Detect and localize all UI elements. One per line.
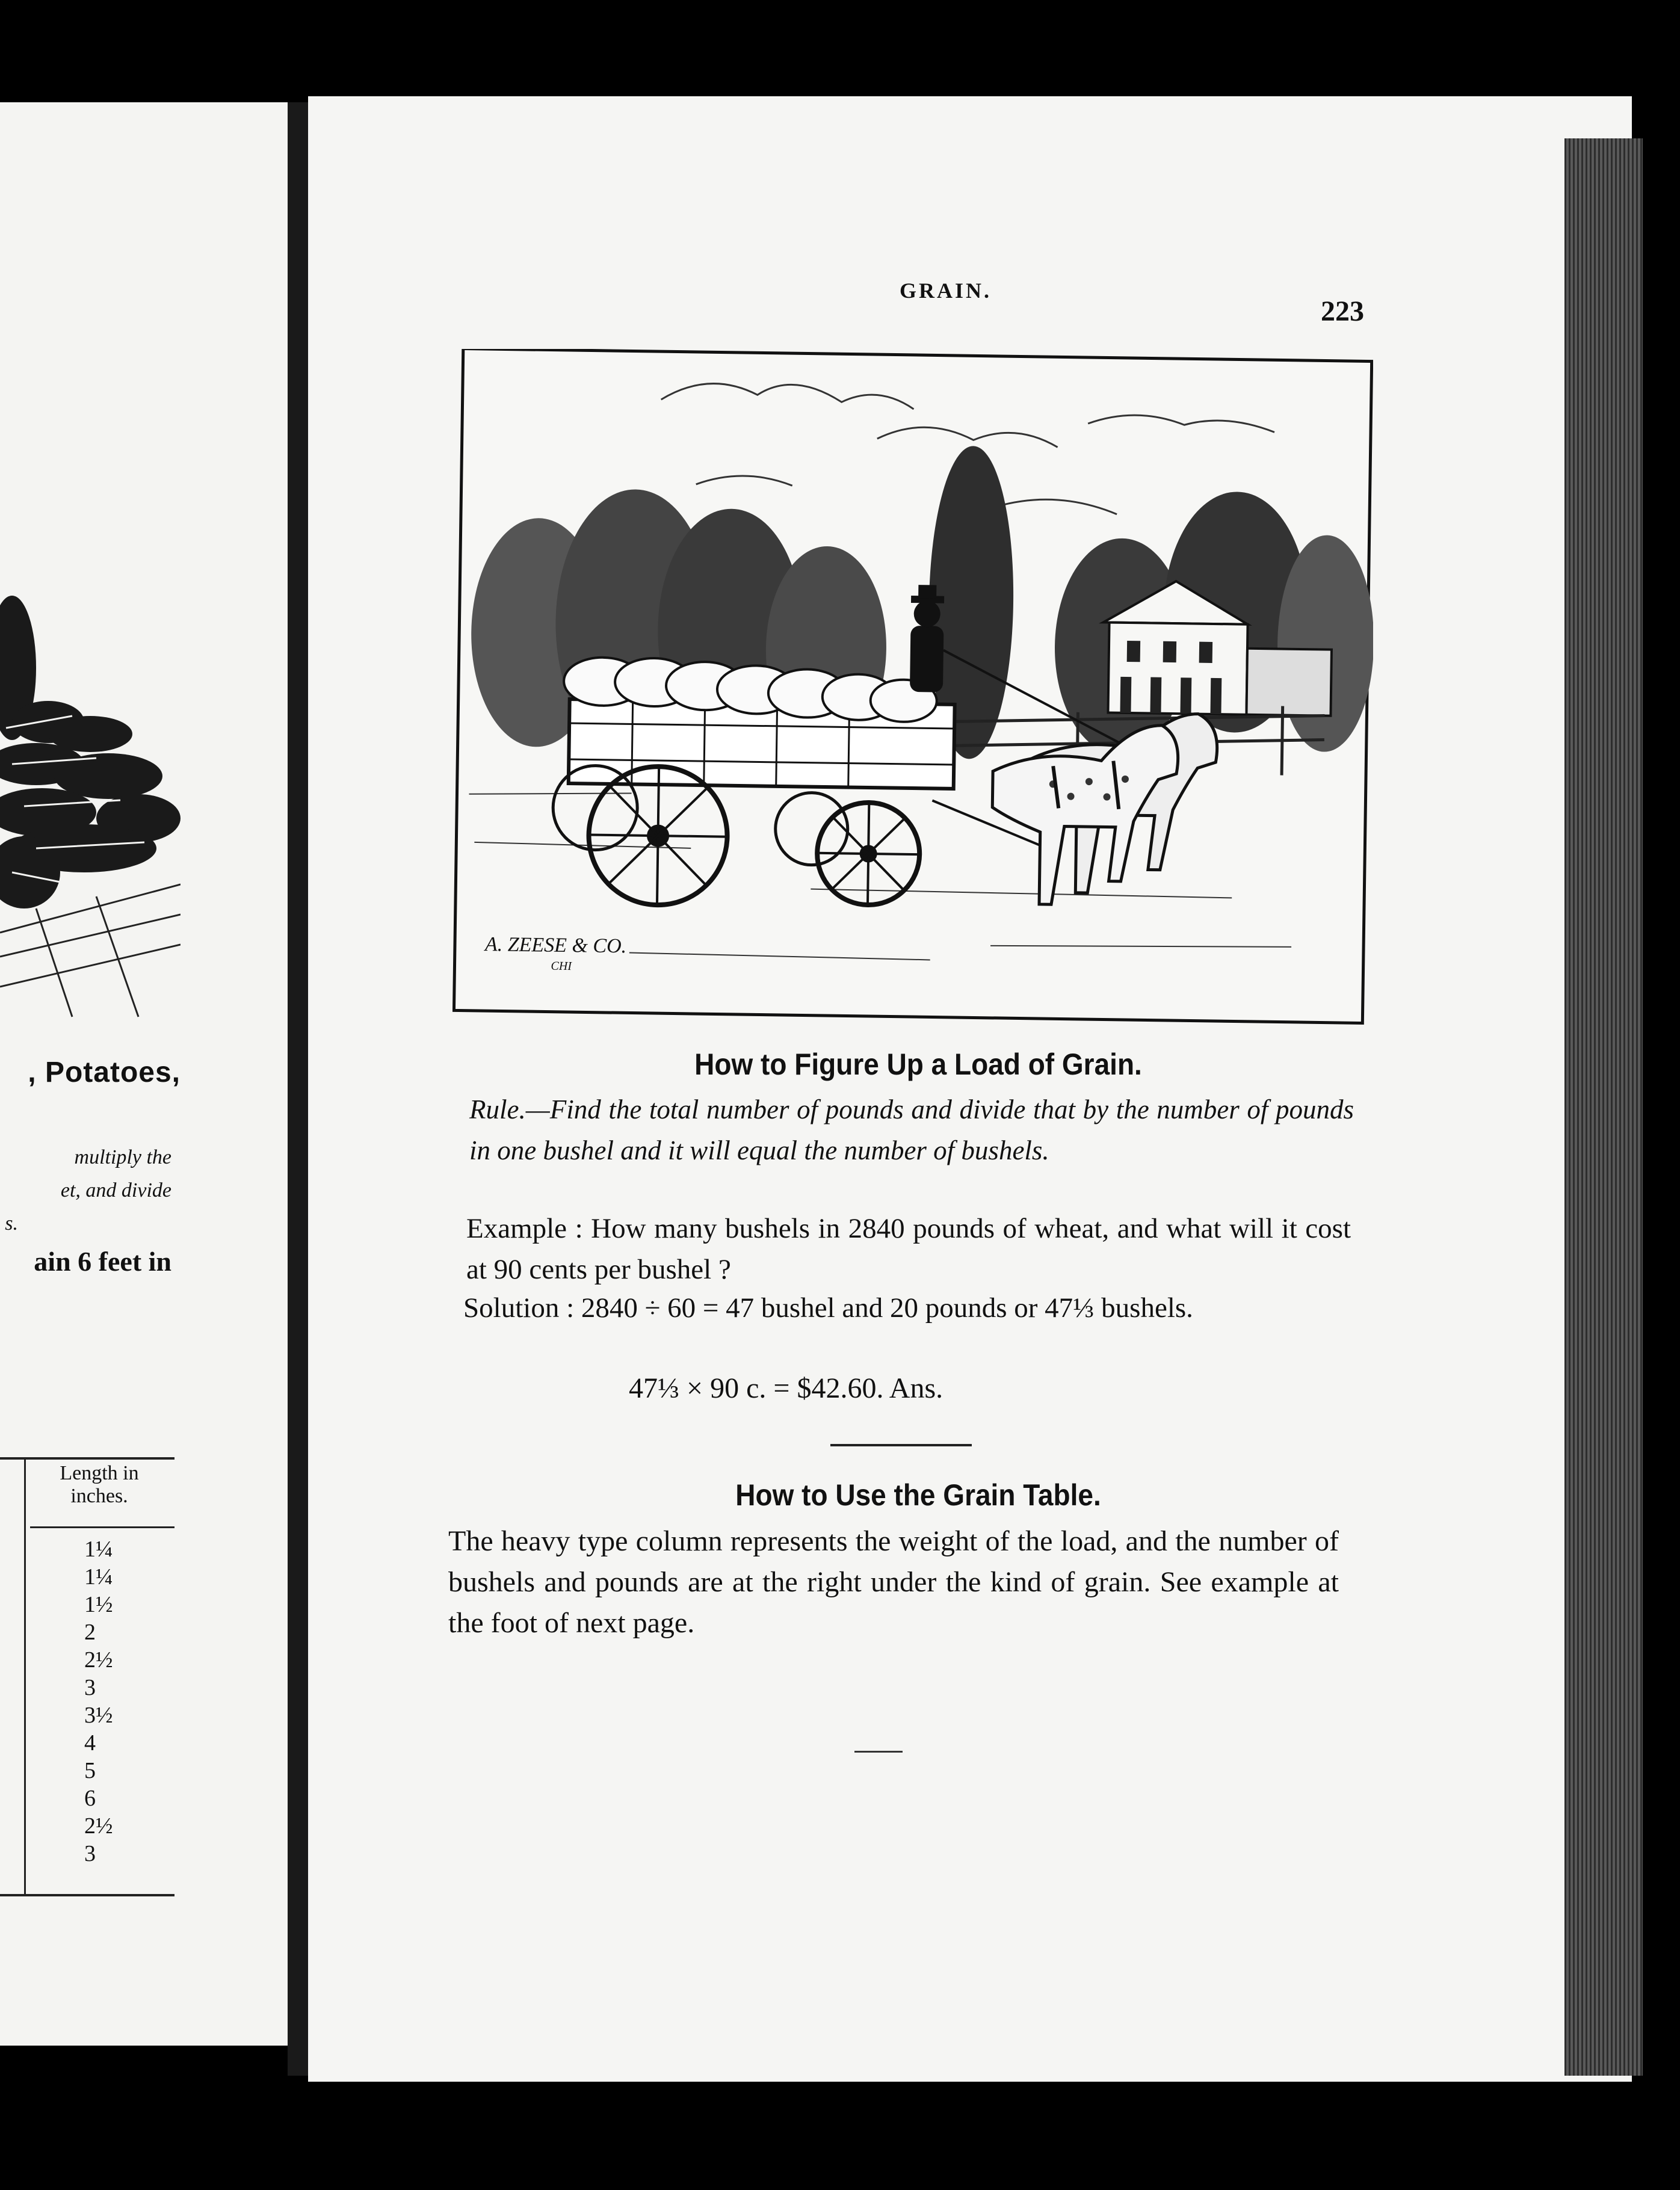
table-cell: 6 xyxy=(84,1786,96,1811)
table-cell: 2 xyxy=(84,1620,96,1645)
answer-line: 47⅓ × 90 c. = $42.60. Ans. xyxy=(629,1372,943,1404)
rule-label: Rule. xyxy=(469,1094,526,1124)
left-body-line: ain 6 feet in xyxy=(34,1246,171,1277)
table-cell: 1½ xyxy=(84,1592,113,1617)
table-header-line: Length in xyxy=(60,1462,139,1484)
table-top-rule xyxy=(0,1457,174,1460)
corn-pile-illustration xyxy=(0,548,181,1029)
table-cell: 4 xyxy=(84,1730,96,1756)
table-cell: 5 xyxy=(84,1758,96,1783)
section-heading-load: How to Figure Up a Load of Grain. xyxy=(694,1047,1142,1081)
left-italic-line: et, and divide xyxy=(60,1179,171,1201)
table-paragraph: The heavy type column represents the weight of the load, and the number of bushels and pounds are at the right under the kind of grain. See example at the foot of next page. xyxy=(448,1525,1339,1639)
section-divider xyxy=(830,1444,972,1446)
table-cell: 3 xyxy=(84,1675,96,1700)
table-values-column xyxy=(84,1535,132,1868)
table-bottom-rule xyxy=(0,1894,174,1896)
table-cell: 2½ xyxy=(84,1813,113,1839)
page-number: 223 xyxy=(1321,295,1364,327)
table-header-line: inches. xyxy=(70,1485,128,1507)
table-cell: 1¼ xyxy=(84,1537,113,1562)
left-italic-line: s. xyxy=(5,1212,18,1235)
section-heading-table: How to Use the Grain Table. xyxy=(735,1478,1101,1512)
table-header-rule xyxy=(30,1526,174,1528)
page-edges xyxy=(1564,138,1643,2076)
bottom-ornament xyxy=(854,1751,903,1753)
left-italic-line: multiply the xyxy=(74,1146,171,1168)
rule-paragraph xyxy=(469,1089,1354,1171)
left-table xyxy=(0,1457,174,1896)
table-cell: 1¼ xyxy=(84,1564,113,1590)
left-heading: , Potatoes, xyxy=(28,1056,181,1088)
rule-text: —Find the total number of pounds and divide that by the number of pounds in one bushel and it will equal the number of bushels. xyxy=(469,1094,1354,1165)
solution-paragraph: Solution : 2840 ÷ 60 = 47 bushel and 20 pounds or 47⅓ bushels. xyxy=(463,1292,1193,1324)
engraver-signature: A. ZEESE & CO. xyxy=(484,933,627,958)
table-cell: 3 xyxy=(84,1841,96,1866)
example-paragraph: Example : How many bushels in 2840 pounds of wheat, and what will it cost at 90 cents per bushel ? xyxy=(466,1213,1351,1285)
table-cell: 2½ xyxy=(84,1647,113,1673)
running-head: GRAIN. xyxy=(900,279,992,303)
grain-wagon-illustration xyxy=(452,349,1373,1029)
table-column-rule xyxy=(24,1457,26,1896)
engraver-city: CHI xyxy=(551,959,572,973)
table-cell: 3½ xyxy=(84,1703,113,1728)
